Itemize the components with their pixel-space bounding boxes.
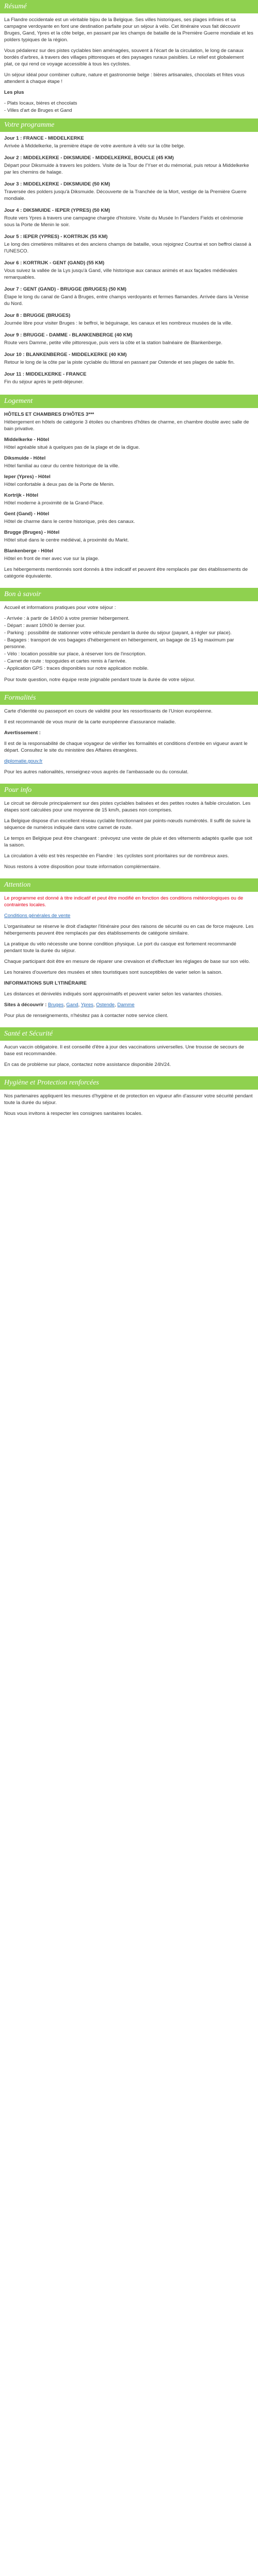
attention-lead: Le programme est donné à titre indicatif et peut être modifié en fonction des conditions météorologiques ou de contraintes locales.	[4, 895, 244, 908]
day-title: Jour 5 : IEPER (YPRES) - KORTRIJK (55 KM)	[4, 234, 108, 240]
attention-paragraph: Chaque participant doit être en mesure de réparer une crevaison et d'effectuer les réglages de base sur son vélo.	[4, 959, 250, 964]
pour-info-paragraph: La Belgique dispose d'un excellent réseau cyclable fonctionnant par points-nœuds numérotés. Il suffit de suivre la séquence de numéros indiquée dans votre carnet de route.	[4, 818, 251, 831]
day-title: Jour 8 : BRUGGE (BRUGES)	[4, 313, 71, 318]
day-title: Jour 3 : MIDDELKERKE - DIKSMUIDE (50 KM)	[4, 181, 110, 187]
hotel-name: HÔTELS ET CHAMBRES D'HÔTES 3***	[4, 412, 94, 417]
le-plus-list	[4, 100, 254, 114]
resume-paragraph: Un séjour idéal pour combiner culture, nature et gastronomie belge : bières artisanales, chocolats et frites vous attendent à chaque étape !	[4, 72, 245, 84]
day-text: Traversée des polders jusqu'à Diksmuide. Découverte de la Tranchée de la Mort, vestige de la Première Guerre mondiale.	[4, 189, 247, 201]
bon-savoir-banner: Bon à savoir	[0, 588, 258, 601]
day-title: Jour 2 : MIDDELKERKE - DIKSMUIDE - MIDDELKERKE, BOUCLE (45 KM)	[4, 155, 174, 161]
formalites-banner: Formalités	[0, 691, 258, 705]
bon-savoir-intro: Accueil et informations pratiques pour votre séjour :	[4, 605, 116, 611]
hotel-name: Gent (Gand) - Hôtel	[4, 511, 50, 517]
day-title: Jour 9 : BRUGGE - DAMME - BLANKENBERGE (40 KM)	[4, 332, 133, 338]
day-text: Le long des cimetières militaires et des anciens champs de bataille, vous rejoignez Courtrai et son beffroi classé à l'UNESCO.	[4, 242, 251, 254]
formalites-paragraph: Il est recommandé de vous munir de la carte européenne d'assurance maladie.	[4, 719, 176, 725]
sante-paragraph: En cas de problème sur place, contactez notre assistance disponible 24h/24.	[4, 1062, 171, 1067]
logement-banner: Logement	[0, 395, 258, 408]
hotel-text: Hébergement en hôtels de catégorie 3 étoiles ou chambres d'hôtes de charme, en chambre double avec salle de bain privative.	[4, 419, 249, 432]
le-plus-label: Les plus	[4, 90, 24, 95]
bon-savoir-item: - Application GPS : traces disponibles sur notre application mobile.	[4, 665, 254, 672]
day-title: Jour 4 : DIKSMUIDE - IEPER (YPRES) (50 KM)	[4, 208, 110, 213]
hygiene-paragraph: Nous vous invitons à respecter les consignes sanitaires locales.	[4, 1111, 143, 1116]
hotel-name: Ieper (Ypres) - Hôtel	[4, 474, 51, 480]
hygiene-section	[0, 1090, 258, 1125]
bon-savoir-outro: Pour toute question, notre équipe reste joignable pendant toute la durée de votre séjour.	[4, 677, 196, 683]
formalites-paragraph: Carte d'identité ou passeport en cours de validité pour les ressortissants de l'Union européenne.	[4, 708, 213, 714]
day-text: Retour le long de la côte par la piste cyclable du littoral en passant par Ostende et ses plages de sable fin.	[4, 360, 235, 365]
day-text: Étape le long du canal de Gand à Bruges, entre champs verdoyants et fermes flamandes. Arrivée dans la Venise du Nord.	[4, 294, 249, 307]
attention-paragraph: L'organisateur se réserve le droit d'adapter l'itinéraire pour des raisons de sécurité ou en cas de force majeure. Les hébergements peuvent être remplacés par des établissements de catégorie similaire.	[4, 924, 254, 936]
day-title: Jour 6 : KORTRIJK - GENT (GAND) (55 KM)	[4, 260, 105, 266]
site-link-damme[interactable]: Damme	[117, 1002, 135, 1008]
day-text: Journée libre pour visiter Bruges : le beffroi, le béguinage, les canaux et les nombreux musées de la ville.	[4, 320, 233, 326]
hotel-text: Hôtel confortable à deux pas de la Porte de Menin.	[4, 482, 115, 487]
hygiene-banner: Hygiène et Protection renforcées	[0, 1076, 258, 1090]
itinerary-info-heading: INFORMATIONS SUR L'ITINÉRAIRE	[4, 980, 87, 986]
hotel-name: Kortrijk - Hôtel	[4, 493, 38, 498]
day-title: Jour 1 : FRANCE - MIDDELKERKE	[4, 135, 84, 141]
day-title: Jour 11 : MIDDELKERKE - FRANCE	[4, 371, 87, 377]
diplomatie-link[interactable]: diplomatie.gouv.fr	[4, 758, 43, 764]
hotel-text: Hôtel en front de mer avec vue sur la plage.	[4, 556, 100, 562]
sites-label: Sites à découvrir :	[4, 1002, 47, 1008]
formalites-notice-title: Avertissement :	[4, 730, 41, 736]
site-link-ypres[interactable]: Ypres	[80, 1002, 93, 1008]
hotel-text: Hôtel situé dans le centre médiéval, à proximité du Markt.	[4, 537, 129, 543]
resume-banner: Résumé	[0, 0, 258, 13]
resume-paragraph: La Flandre occidentale est un véritable bijou de la Belgique. Ses villes historiques, ses plages infinies et sa campagne verdoyante en font une destination parfaite pour un séjour à vélo. Cet itinéraire vous fait découvrir Bruges, Gand, Ypres et la côte belge, en passant par les champs de bataille de la Première Guerre mondiale et les polders typiques de la région.	[4, 17, 253, 43]
attention-closing: Pour plus de renseignements, n'hésitez pas à contacter notre service client.	[4, 1013, 169, 1019]
day-text: Route vers Ypres à travers une campagne chargée d'histoire. Visite du Musée In Flanders Fields et cérémonie sous la Porte de Menin le soir.	[4, 215, 244, 228]
day-title: Jour 10 : BLANKENBERGE - MIDDELKERKE (40 KM)	[4, 352, 127, 358]
bon-savoir-section	[0, 601, 258, 691]
bon-savoir-item: - Vélo : location possible sur place, à réserver lors de l'inscription.	[4, 651, 254, 657]
programme-banner: Votre programme	[0, 118, 258, 132]
hotel-name: Brugge (Bruges) - Hôtel	[4, 530, 60, 535]
bon-savoir-item: - Bagages : transport de vos bagages d'hébergement en hébergement, un bagage de 15 kg maximum par personne.	[4, 637, 254, 650]
site-link-bruges[interactable]: Bruges	[48, 1002, 64, 1008]
attention-banner: Attention	[0, 878, 258, 892]
resume-section	[0, 13, 258, 118]
page	[0, 0, 258, 1125]
le-plus-item: - Plats locaux, bières et chocolats	[4, 100, 254, 107]
hotel-name: Blankenberge - Hôtel	[4, 548, 54, 554]
hotel-text: Hôtel moderne à proximité de la Grand-Place.	[4, 500, 104, 506]
sante-section	[0, 1041, 258, 1076]
hotel-text: Hôtel agréable situé à quelques pas de la plage et de la digue.	[4, 445, 140, 450]
itinerary-info-text: Les distances et dénivelés indiqués sont approximatifs et peuvent varier selon les variantes choisies.	[4, 991, 223, 997]
formalites-more: Pour les autres nationalités, renseignez-vous auprès de l'ambassade ou du consulat.	[4, 769, 189, 775]
logement-section	[0, 408, 258, 588]
attention-paragraph: La pratique du vélo nécessite une bonne condition physique. Le port du casque est fortement recommandé pendant toute la durée du séjour.	[4, 941, 236, 954]
day-text: Départ pour Diksmuide à travers les polders. Visite de la Tour de l'Yser et du mémorial, puis retour à Middelkerke par les chemins de halage.	[4, 163, 249, 175]
day-text: Route vers Damme, petite ville pittoresque, puis vers la côte et la station balnéaire de Blankenberge.	[4, 340, 222, 346]
pour-info-paragraph: La circulation à vélo est très respectée en Flandre : les cyclistes sont prioritaires sur de nombreux axes.	[4, 853, 229, 859]
logement-note: Les hébergements mentionnés sont donnés à titre indicatif et peuvent être remplacés par des établissements de catégorie équivalente.	[4, 567, 248, 579]
pour-info-paragraph: Le temps en Belgique peut être changeant : prévoyez une veste de pluie et des vêtements adaptés quelle que soit la saison.	[4, 836, 252, 848]
formalites-notice-text: Il est de la responsabilité de chaque voyageur de vérifier les formalités et conditions d'entrée en vigueur avant le départ. Consultez le site du ministère des Affaires étrangères.	[4, 741, 248, 753]
bon-savoir-item: - Départ : avant 10h00 le dernier jour.	[4, 622, 254, 629]
pour-info-paragraph: Le circuit se déroule principalement sur des pistes cyclables balisées et des petites routes à faible circulation. Les étapes sont calculées pour une moyenne de 15 km/h, pauses non comprises.	[4, 801, 251, 813]
hotel-text: Hôtel de charme dans le centre historique, près des canaux.	[4, 519, 135, 524]
day-text: Arrivée à Middelkerke, la première étape de votre aventure à vélo sur la côte belge.	[4, 143, 185, 149]
site-link-ostende[interactable]: Ostende	[96, 1002, 115, 1008]
cgv-link[interactable]: Conditions générales de vente	[4, 913, 71, 919]
hygiene-paragraph: Nos partenaires appliquent les mesures d'hygiène et de protection en vigueur afin d'assurer votre sécurité pendant toute la durée du séjour.	[4, 1093, 253, 1106]
bon-savoir-item: - Arrivée : à partir de 14h00 à votre premier hébergement.	[4, 615, 254, 622]
attention-section: Le programme est donné à titre indicatif et peut être modifié en fonction des conditions météorologiques ou de contraintes locales. Conditions générales de vente L'organisateur se réserve le droit d'adapter l'itinéraire pour des raisons de sécurité ou en cas de force majeure. Les hébergements peuvent être remplacés par des établissements de catégorie similaire. La pratique du vélo nécessite une bonne condition physique. Le port du casque est fortement recommandé pendant toute la durée du séjour. Chaque participant doit être en mesure de réparer une crevaison et d'effectuer les réglages de base sur son vélo. Les horaires d'ouverture des musées et sites touristiques sont susceptibles de varier selon la saison. INFORMATIONS SUR L'ITINÉRAIRE Les distances et dénivelés indiqués sont approximatifs et peuvent varier selon les variantes choisies. Sites à découvrir : Bruges, Gand, Ypres, Ostende, Damme Pour plus de renseignements, n'hésitez pas à contacter notre service client.	[4, 895, 254, 1019]
pour-info-banner: Pour info	[0, 784, 258, 797]
sante-paragraph: Aucun vaccin obligatoire. Il est conseillé d'être à jour des vaccinations universelles. Une trousse de secours de base est recommandée.	[4, 1044, 244, 1057]
day-text: Vous suivez la vallée de la Lys jusqu'à Gand, ville historique aux canaux animés et aux façades médiévales remarquables.	[4, 268, 237, 280]
bon-savoir-item: - Carnet de route : topoguides et cartes remis à l'arrivée.	[4, 658, 254, 665]
hotel-text: Hôtel familial au cœur du centre historique de la ville.	[4, 463, 120, 469]
resume-paragraph: Vous pédalerez sur des pistes cyclables bien aménagées, souvent à l'écart de la circulation, le long de canaux bordés d'arbres, à travers des villages pittoresques et des paysages ruraux paisibles. Le relief est globalement plat, ce qui rend ce voyage accessible à tous les cyclistes.	[4, 48, 244, 67]
day-text: Fin du séjour après le petit-déjeuner.	[4, 379, 84, 385]
hotel-name: Diksmuide - Hôtel	[4, 455, 46, 461]
pour-info-section	[0, 797, 258, 878]
pour-info-contact: Nous restons à votre disposition pour toute information complémentaire.	[4, 864, 161, 870]
programme-section	[0, 132, 258, 395]
bon-savoir-item: - Parking : possibilité de stationner votre véhicule pendant la durée du séjour (payant, à régler sur place).	[4, 630, 254, 636]
le-plus-item: - Villes d'art de Bruges et Gand	[4, 107, 254, 114]
day-title: Jour 7 : GENT (GAND) - BRUGGE (BRUGES) (50 KM)	[4, 286, 126, 292]
sante-banner: Santé et Sécurité	[0, 1027, 258, 1041]
hotel-name: Middelkerke - Hôtel	[4, 437, 50, 443]
bon-savoir-list	[4, 615, 254, 672]
formalites-section	[0, 705, 258, 784]
attention-paragraph: Les horaires d'ouverture des musées et sites touristiques sont susceptibles de varier selon la saison.	[4, 970, 223, 975]
site-link-gand[interactable]: Gand	[66, 1002, 78, 1008]
